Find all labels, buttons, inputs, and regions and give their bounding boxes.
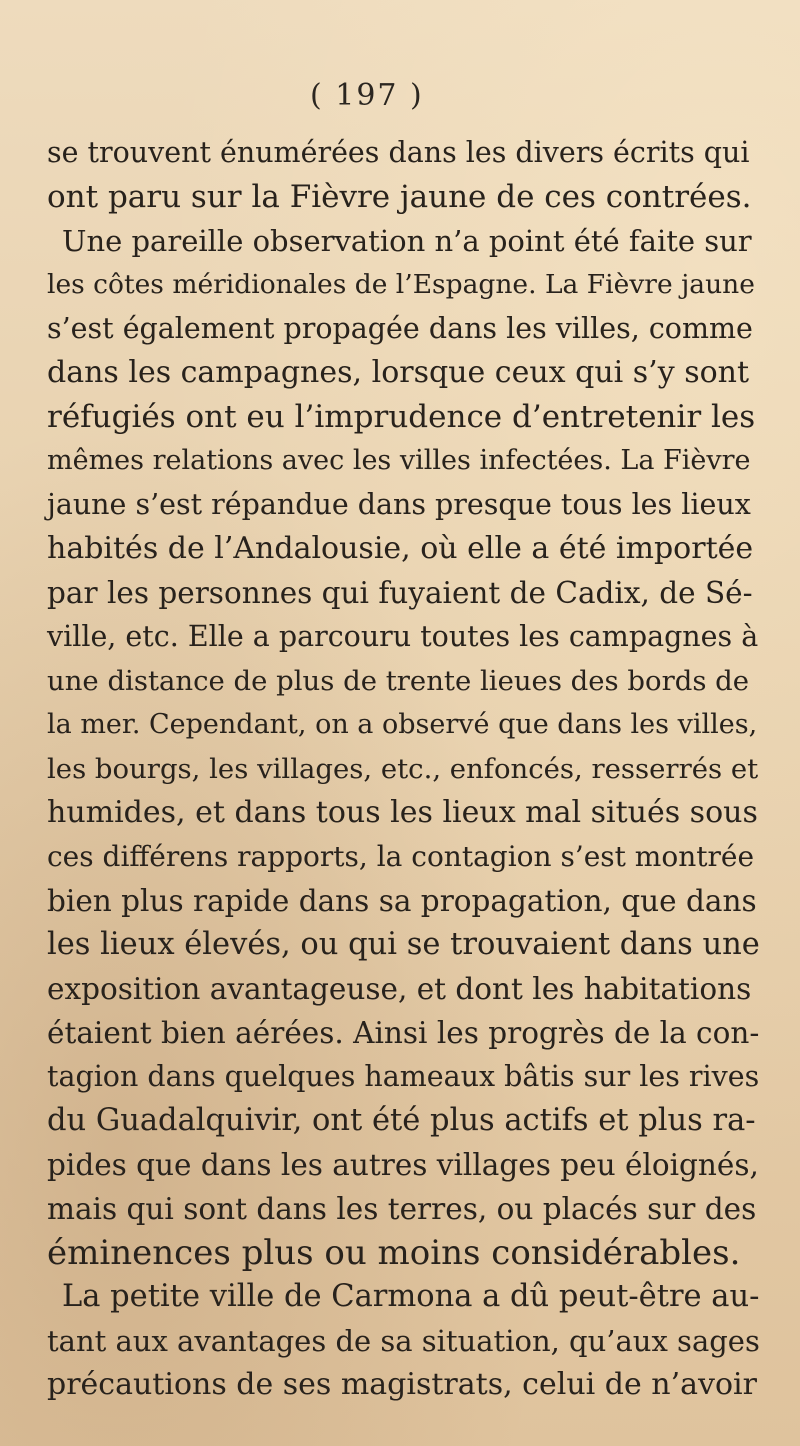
text-line: la mer. Cependant, on a observé que dans les villes, bbox=[47, 709, 758, 740]
text-line: mais qui sont dans les terres, ou placés sur des bbox=[47, 1192, 757, 1226]
text-line: réfugiés ont eu l’imprudence d’entretenir les bbox=[47, 399, 756, 435]
text-line: les côtes méridionales de l’Espagne. La Fièvre jaune bbox=[47, 269, 755, 300]
text-line: Une pareille observation n’a point été faite sur bbox=[62, 224, 752, 258]
text-line: s’est également propagée dans les villes, comme bbox=[47, 312, 753, 345]
text-line: humides, et dans tous les lieux mal situés sous bbox=[47, 795, 758, 830]
text-line: exposition avantageuse, et dont les habitations bbox=[47, 972, 752, 1006]
text-line: ces différens rapports, la contagion s’est montrée bbox=[47, 840, 755, 873]
page-number: ( 197 ) bbox=[310, 78, 424, 113]
text-line: La petite ville de Carmona a dû peut-être au- bbox=[62, 1279, 760, 1314]
text-line: jaune s’est répandue dans presque tous les lieux bbox=[47, 488, 751, 521]
text-line: pides que dans les autres villages peu éloignés, bbox=[47, 1148, 759, 1182]
text-line: par les personnes qui fuyaient de Cadix, de Sé- bbox=[47, 576, 753, 610]
text-line: ville, etc. Elle a parcouru toutes les campagnes à bbox=[47, 620, 759, 653]
text-line: tagion dans quelques hameaux bâtis sur les rives bbox=[47, 1060, 760, 1093]
text-line: les bourgs, les villages, etc., enfoncés, resserrés et bbox=[47, 753, 759, 785]
text-line: bien plus rapide dans sa propagation, que dans bbox=[47, 884, 757, 918]
text-line: du Guadalquivir, ont été plus actifs et plus ra- bbox=[47, 1103, 756, 1138]
text-line: se trouvent énumérées dans les divers écrits qui bbox=[47, 136, 750, 169]
text-line: éminences plus ou moins considérables. bbox=[47, 1233, 741, 1273]
text-line: précautions de ses magistrats, celui de n’avoir bbox=[47, 1367, 757, 1402]
text-line: étaient bien aérées. Ainsi les progrès de la con- bbox=[47, 1016, 760, 1050]
text-line: ont paru sur la Fièvre jaune de ces contrées. bbox=[47, 179, 752, 215]
text-line: les lieux élevés, ou qui se trouvaient dans une bbox=[47, 927, 760, 962]
text-line: tant aux avantages de sa situation, qu’aux sages bbox=[47, 1324, 760, 1358]
text-line: mêmes relations avec les villes infectées. La Fièvre bbox=[47, 445, 751, 476]
text-line: habités de l’Andalousie, où elle a été importée bbox=[47, 531, 754, 566]
text-line: dans les campagnes, lorsque ceux qui s’y sont bbox=[47, 355, 750, 390]
text-line: une distance de plus de trente lieues des bords de bbox=[47, 665, 750, 697]
